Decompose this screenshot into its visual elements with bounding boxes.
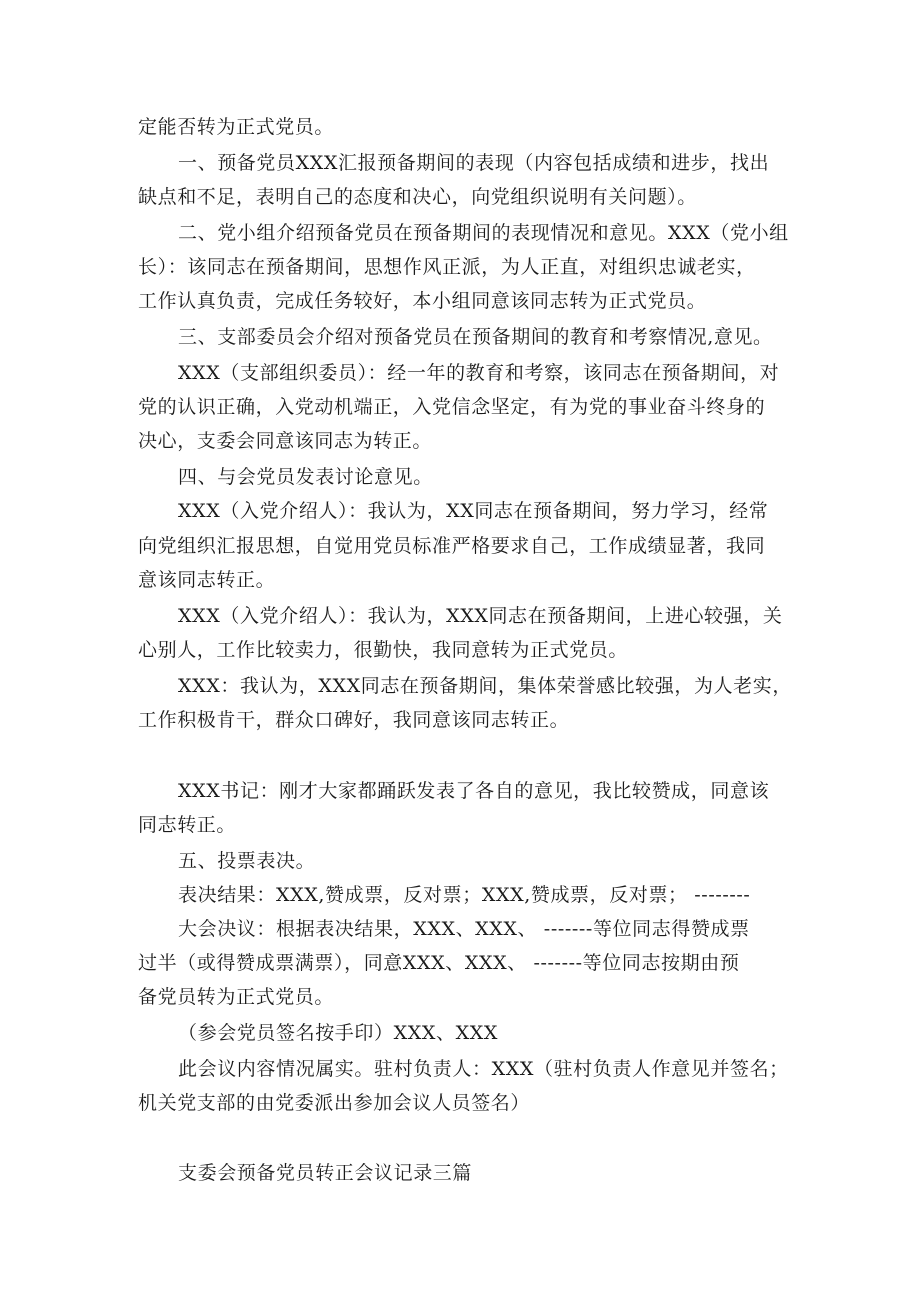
text-line: 五、投票表决。 — [178, 850, 316, 872]
text-line: 二、党小组介绍预备党员在预备期间的表现情况和意见。XXX（党小组 — [178, 222, 789, 244]
text-line: 大会决议：根据表决结果，XXX、XXX、 -------等位同志得赞成票 — [178, 918, 750, 940]
text-line: 决心，支委会同意该同志为转正。 — [138, 430, 433, 452]
text-line: 机关党支部的由党委派出参加会议人员签名） — [138, 1092, 531, 1114]
text-line: 长）：该同志在预备期间，思想作风正派，为人正直，对组织忠诚老实， — [138, 256, 756, 278]
text-line: 向党组织汇报思想，自觉用党员标准严格要求自己，工作成绩显著，我同 — [138, 535, 766, 557]
text-line: （参会党员签名按手印）XXX、XXX — [178, 1022, 498, 1044]
text-line: 心别人，工作比较卖力，很勤快，我同意转为正式党员。 — [138, 639, 629, 661]
text-line: 过半（或得赞成票满票），同意XXX、XXX、 -------等位同志按期由预 — [138, 952, 740, 974]
text-line: 四、与会党员发表讨论意见。 — [178, 466, 433, 488]
text-line: 一、预备党员XXX汇报预备期间的表现（内容包括成绩和进步，找出 — [178, 152, 770, 174]
text-line: 缺点和不足，表明自己的态度和决心，向党组织说明有关问题）。 — [138, 186, 697, 208]
text-line: XXX书记：刚才大家都踊跃发表了各自的意见，我比较赞成，同意该 — [178, 780, 770, 802]
text-line: 意该同志转正。 — [138, 569, 276, 591]
text-line: 同志转正。 — [138, 814, 237, 836]
text-line: XXX（入党介绍人）：我认为，XX同志在预备期间，努力学习，经常 — [178, 500, 769, 522]
text-line: 表决结果：XXX,赞成票，反对票；XXX,赞成票，反对票； -------- — [178, 884, 751, 906]
text-line: XXX：我认为，XXX同志在预备期间，集体荣誉感比较强，为人老实， — [178, 675, 792, 697]
text-line: 三、支部委员会介绍对预备党员在预备期间的教育和考察情况,意见。 — [178, 326, 773, 348]
text-line: XXX（入党介绍人）：我认为，XXX同志在预备期间，上进心较强，关 — [178, 605, 783, 627]
text-line: 党的认识正确，入党动机端正，入党信念坚定，有为党的事业奋斗终身的 — [138, 396, 766, 418]
section-title: 支委会预备党员转正会议记录三篇 — [178, 1162, 473, 1184]
text-line: XXX（支部组织委员）：经一年的教育和考察，该同志在预备期间，对 — [178, 362, 780, 384]
text-line: 备党员转为正式党员。 — [138, 986, 335, 1008]
text-line: 此会议内容情况属实。驻村负责人：XXX（驻村负责人作意见并签名； — [178, 1058, 789, 1080]
text-line: 工作积极肯干，群众口碑好，我同意该同志转正。 — [138, 709, 570, 731]
text-line: 定能否转为正式党员。 — [138, 116, 335, 138]
text-line: 工作认真负责，完成任务较好，本小组同意该同志转为正式党员。 — [138, 290, 707, 312]
